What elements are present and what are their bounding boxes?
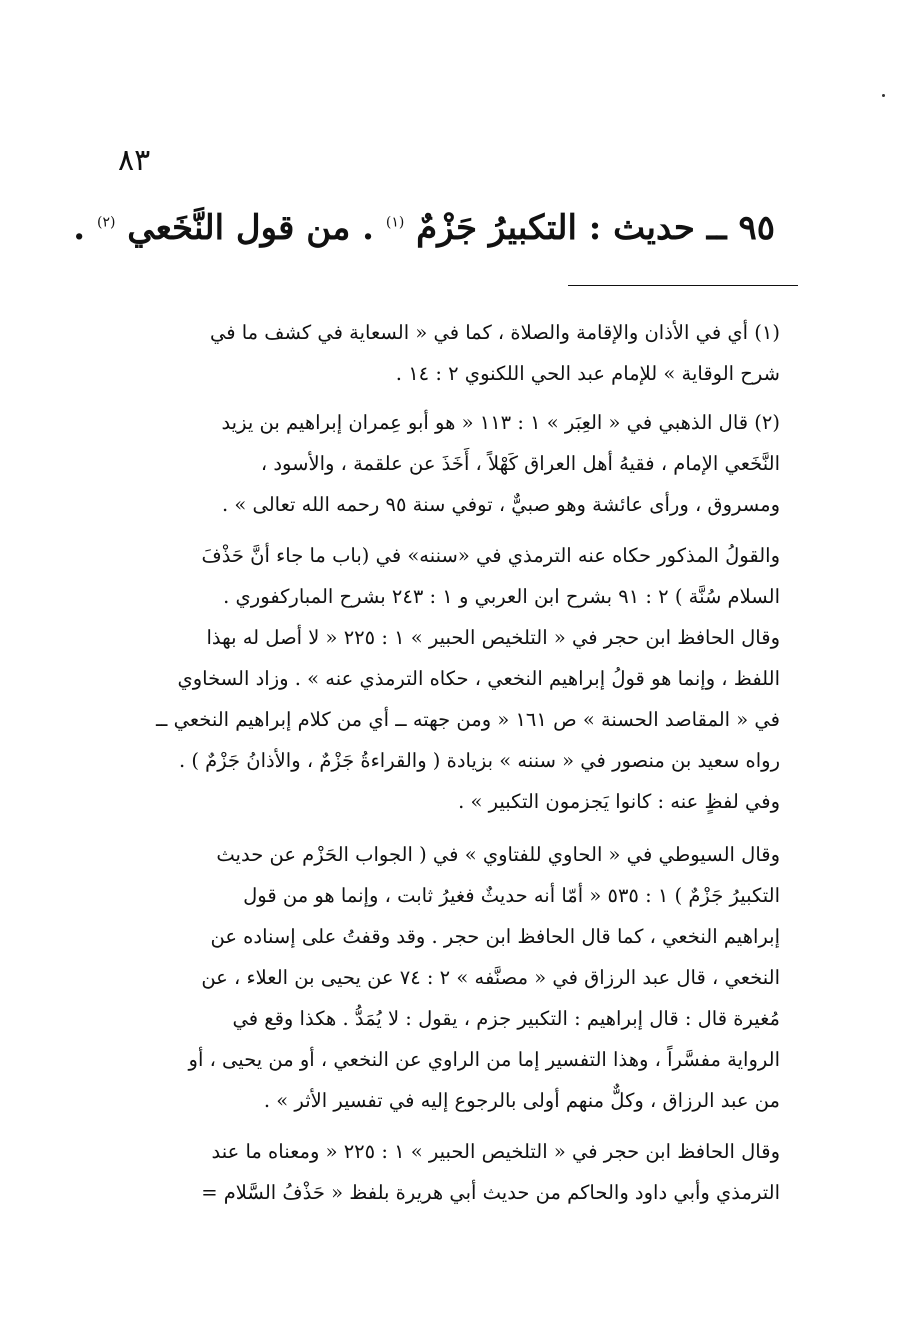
- page-number: ٨٣: [118, 143, 151, 178]
- text-line: (١) أي في الأذان والإقامة والصلاة ، كما في « السعاية في كشف ما في: [209, 321, 780, 344]
- heading-text-b: . من قول النَّخَعي: [115, 208, 386, 248]
- paragraph-suyuti: [135, 834, 780, 1121]
- paragraph-tirmidhi: [135, 535, 780, 822]
- text-line: وقال الحافظ ابن حجر في « التلخيص الحبير » ١ : ٢٢٥ « لا أصل له بهذا: [206, 626, 780, 649]
- footnote-ref-2: (٢): [96, 214, 116, 231]
- text-line: شرح الوقاية » للإمام عبد الحي اللكنوي ٢ : ١٤ .: [395, 362, 780, 385]
- footnote-2: [135, 402, 780, 525]
- margin-speck: [882, 94, 885, 97]
- text-line: الرواية مفسَّراً ، وهذا التفسير إما من الراوي عن النخعي ، أو من يحيى ، أو: [188, 1048, 780, 1071]
- paragraph-ibn-hajar: [135, 1131, 780, 1213]
- text-line: رواه سعيد بن منصور في « سننه » بزيادة ( والقراءةُ جَزْمٌ ، والأذانُ جَزْمٌ ) .: [178, 749, 780, 772]
- heading-text-c: .: [73, 208, 97, 248]
- footnote-ref-1: (١): [385, 214, 405, 231]
- text-line: والقولُ المذكور حكاه عنه الترمذي في «سننه» في (باب ما جاء أنَّ حَذْفَ: [201, 544, 780, 567]
- text-line: اللفظ ، وإنما هو قولُ إبراهيم النخعي ، حكاه الترمذي عنه » . وزاد السخاوي: [177, 667, 780, 690]
- heading-text-a: ٩٥ ــ حديث : التكبيرُ جَزْمٌ: [404, 208, 775, 248]
- text-line: ومسروق ، ورأى عائشة وهو صبيٌّ ، توفي سنة ٩٥ رحمه الله تعالى » .: [221, 493, 780, 516]
- text-line: مُغيرة قال : قال إبراهيم : التكبير جزم ، يقول : لا يُمَدُّ . هكذا وقع في: [232, 1007, 780, 1030]
- hadith-heading: [73, 206, 775, 250]
- text-line: في « المقاصد الحسنة » ص ١٦١ « ومن جهته ــ أي من كلام إبراهيم النخعي ــ: [155, 708, 780, 731]
- text-line: السلام سُنَّة ) ٢ : ٩١ بشرح ابن العربي و ١ : ٢٤٣ بشرح المباركفوري .: [223, 585, 780, 608]
- text-line: وقال الحافظ ابن حجر في « التلخيص الحبير » ١ : ٢٢٥ « ومعناه ما عند: [211, 1140, 780, 1163]
- text-line: (٢) قال الذهبي في « العِبَر » ١ : ١١٣ « هو أبو عِمران إبراهيم بن يزيد: [221, 411, 780, 434]
- footnotes-body: [135, 312, 780, 1213]
- text-line: النخعي ، قال عبد الرزاق في « مصنَّفه » ٢ : ٧٤ عن يحيى بن العلاء ، عن: [201, 966, 780, 989]
- footnote-1: [135, 312, 780, 394]
- text-line: إبراهيم النخعي ، كما قال الحافظ ابن حجر . وقد وقفتُ على إسناده عن: [210, 925, 780, 948]
- text-line: النَّخَعي الإمام ، فقيهُ أهل العراق كَهْلاً ، أَخَذَ عن علقمة ، والأسود ،: [260, 452, 780, 475]
- text-line: الترمذي وأبي داود والحاكم من حديث أبي هريرة بلفظ « حَذْفُ السَّلام =: [201, 1181, 780, 1204]
- footnote-separator: [568, 285, 798, 286]
- text-line: التكبيرُ جَزْمٌ ) ١ : ٥٣٥ « أمّا أنه حديثٌ فغيرُ ثابت ، وإنما هو من قول: [243, 884, 780, 907]
- text-line: من عبد الرزاق ، وكلٌّ منهم أولى بالرجوع إليه في تفسير الأثر » .: [263, 1089, 780, 1112]
- text-line: وفي لفظٍ عنه : كانوا يَجزمون التكبير » .: [458, 790, 780, 813]
- text-line: وقال السيوطي في « الحاوي للفتاوي » في ( الجواب الحَزْم عن حديث: [216, 843, 780, 866]
